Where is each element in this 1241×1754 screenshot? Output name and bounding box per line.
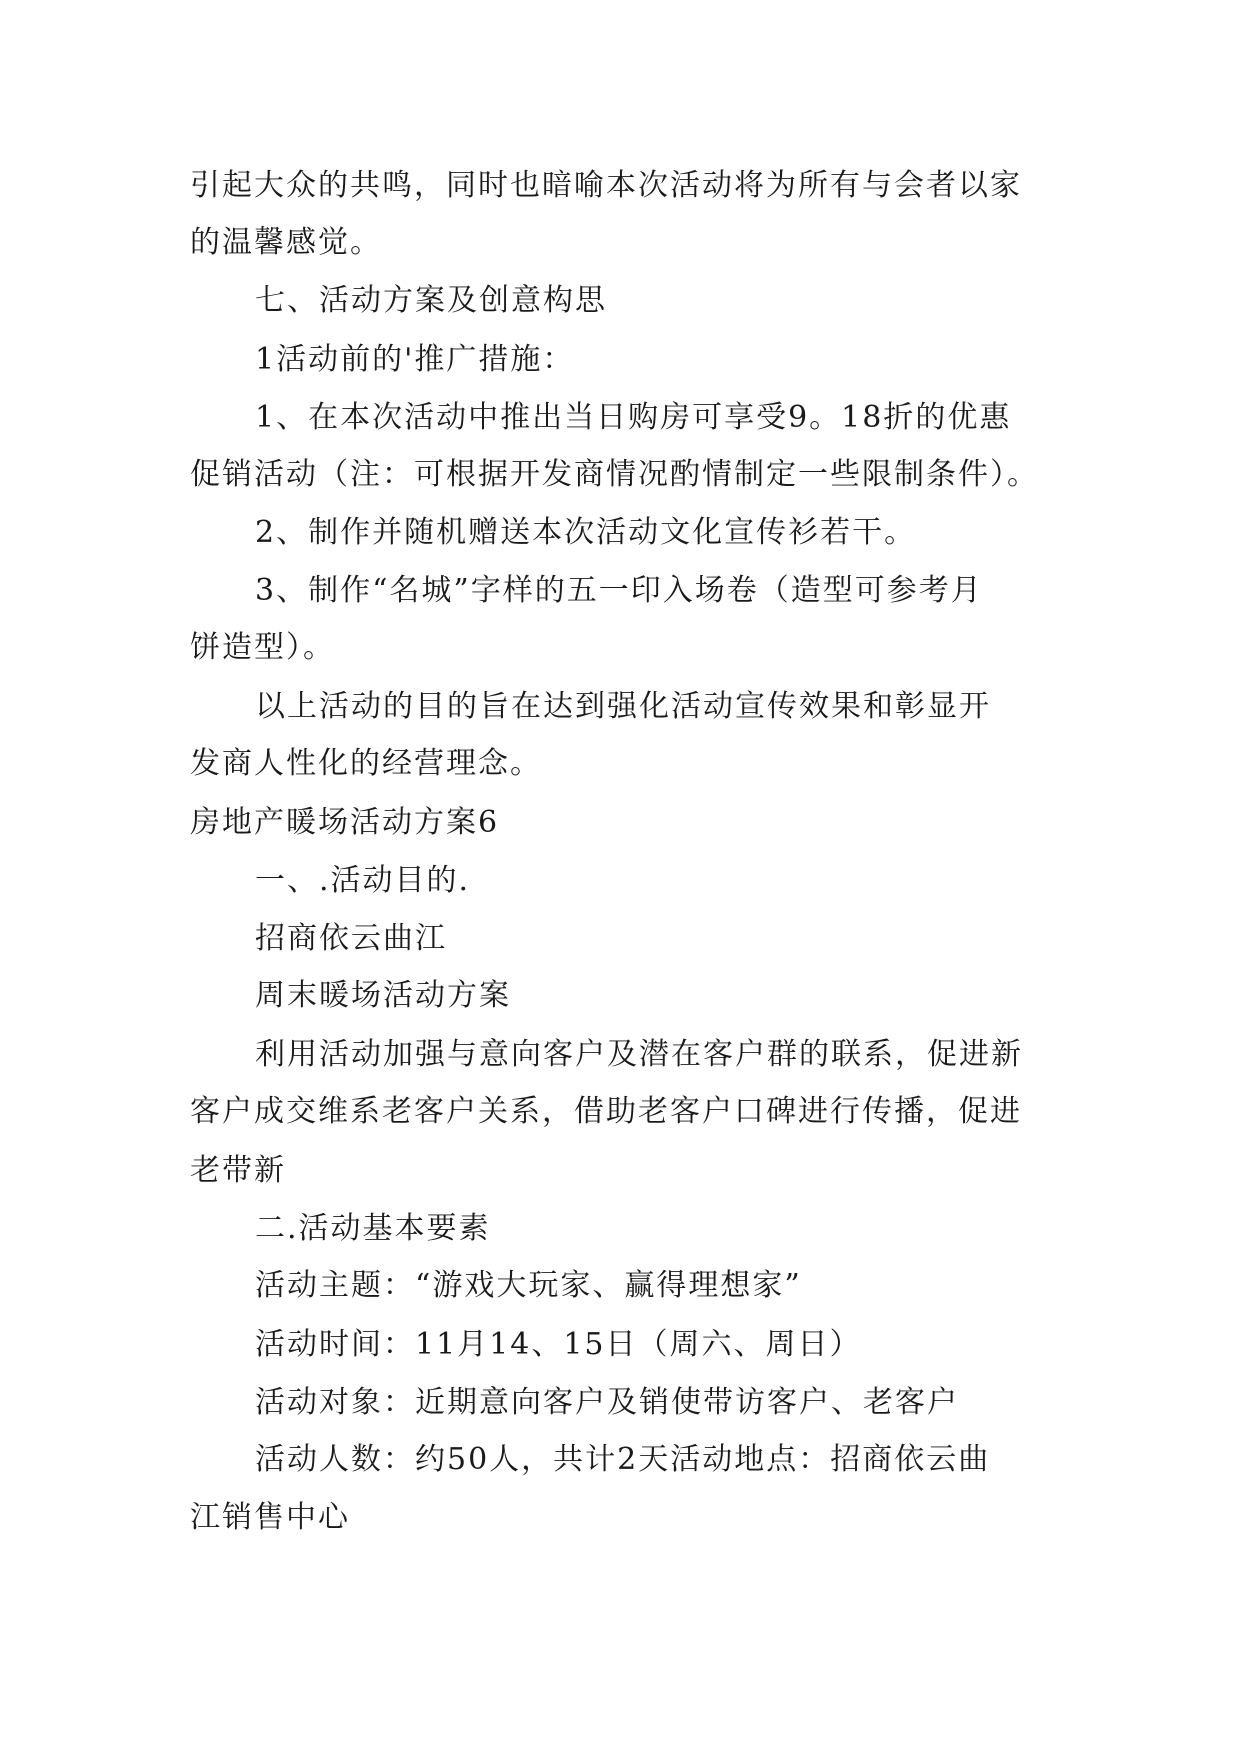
section-heading: 一、.活动目的. [255,863,471,898]
paragraph-line: 促销活动（注：可根据开发商情况酌情制定一些限制条件）。 [190,457,1039,492]
paragraph-line: 客户成交维系老客户关系，借助老客户口碑进行传播，促进 [190,1094,1022,1129]
paragraph-line: 活动时间：11月14、15日（周六、周日） [255,1327,862,1362]
paragraph-line: 发商人性化的经营理念。 [190,746,542,781]
paragraph-line: 招商依云曲江 [255,921,447,956]
paragraph-line: 活动主题：“游戏大玩家、赢得理想家” [255,1268,802,1303]
paragraph-line: 活动对象：近期意向客户及销使带访客户、老客户 [255,1385,959,1420]
paragraph-line: 利用活动加强与意向客户及潜在客户群的联系，促进新 [255,1037,1023,1072]
paragraph-line: 引起大众的共鸣，同时也暗喻本次活动将为所有与会者以家 [190,168,1022,203]
paragraph-line: 以上活动的目的旨在达到强化活动宣传效果和彰显开 [255,689,991,724]
paragraph-line: 3、制作“名城”字样的五一印入场卷（造型可参考月 [255,573,983,608]
paragraph-line: 的温馨感觉。 [190,225,382,260]
paragraph-line: 周末暖场活动方案 [255,978,511,1013]
paragraph-line: 饼造型）。 [190,630,335,665]
document-title: 房地产暖场活动方案6 [190,805,500,840]
section-heading: 七、活动方案及创意构思 [255,283,607,318]
paragraph-line: 活动人数：约50人，共计2天活动地点：招商依云曲 [255,1442,991,1477]
paragraph-line: 江销售中心 [190,1500,350,1535]
paragraph-line: 老带新 [190,1153,286,1188]
subsection-heading: 1活动前的'推广措施： [255,342,575,377]
paragraph-line: 2、制作并随机赠送本次活动文化宣传衫若干。 [255,515,917,550]
paragraph-line: 1、在本次活动中推出当日购房可享受9。18折的优惠 [255,400,1012,435]
section-heading: 二.活动基本要素 [255,1211,491,1246]
